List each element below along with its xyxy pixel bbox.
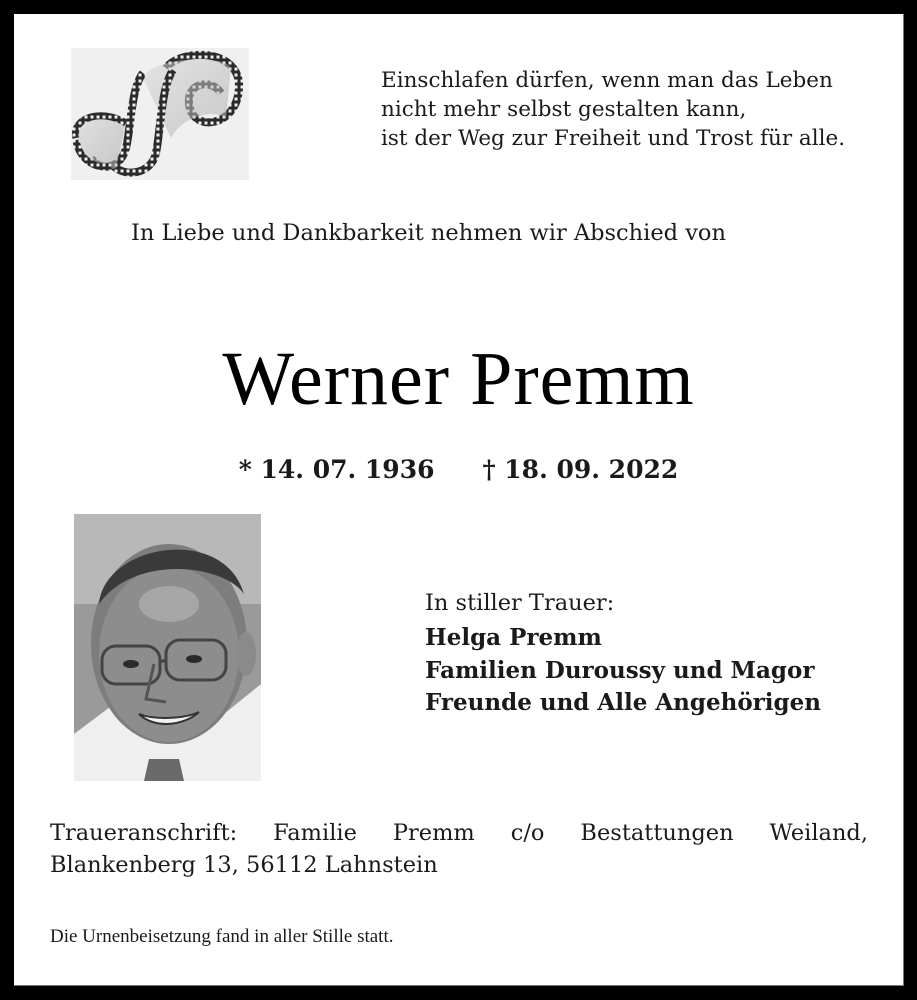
address-line: Blankenberg 13, 56112 Lahnstein [50, 852, 438, 878]
poem [381, 66, 845, 153]
deceased-name: Werner Premm [222, 337, 695, 421]
mourners-lead: In stiller Trauer: [425, 590, 615, 616]
burial-note: Die Urnenbeisetzung fand in aller Stille statt. [50, 926, 394, 947]
portrait-photo [74, 514, 261, 781]
poem-line: nicht mehr selbst gestalten kann, [381, 97, 747, 122]
mourners-names [425, 622, 821, 720]
mourners-block [425, 587, 821, 720]
film-strip-icon [71, 48, 249, 180]
mourner-name: Freunde und Alle Angehörigen [425, 689, 821, 716]
mourning-address [50, 817, 868, 881]
address-line: Traueranschrift: Familie Premm c/o Bestattungen Weiland, [50, 820, 868, 846]
death-date: † 18. 09. 2022 [482, 455, 679, 484]
mourner-name: Familien Duroussy und Magor [425, 656, 815, 684]
mourner-name: Helga Premm [425, 624, 602, 651]
poem-line: ist der Weg zur Freiheit und Trost für alle. [381, 126, 846, 151]
intro-text: In Liebe und Dankbarkeit nehmen wir Abschied von [131, 220, 726, 246]
birth-date: * 14. 07. 1936 [238, 455, 435, 484]
obituary-page [14, 14, 904, 986]
life-dates [14, 455, 903, 484]
poem-line: Einschlafen dürfen, wenn man das Leben [381, 68, 833, 93]
